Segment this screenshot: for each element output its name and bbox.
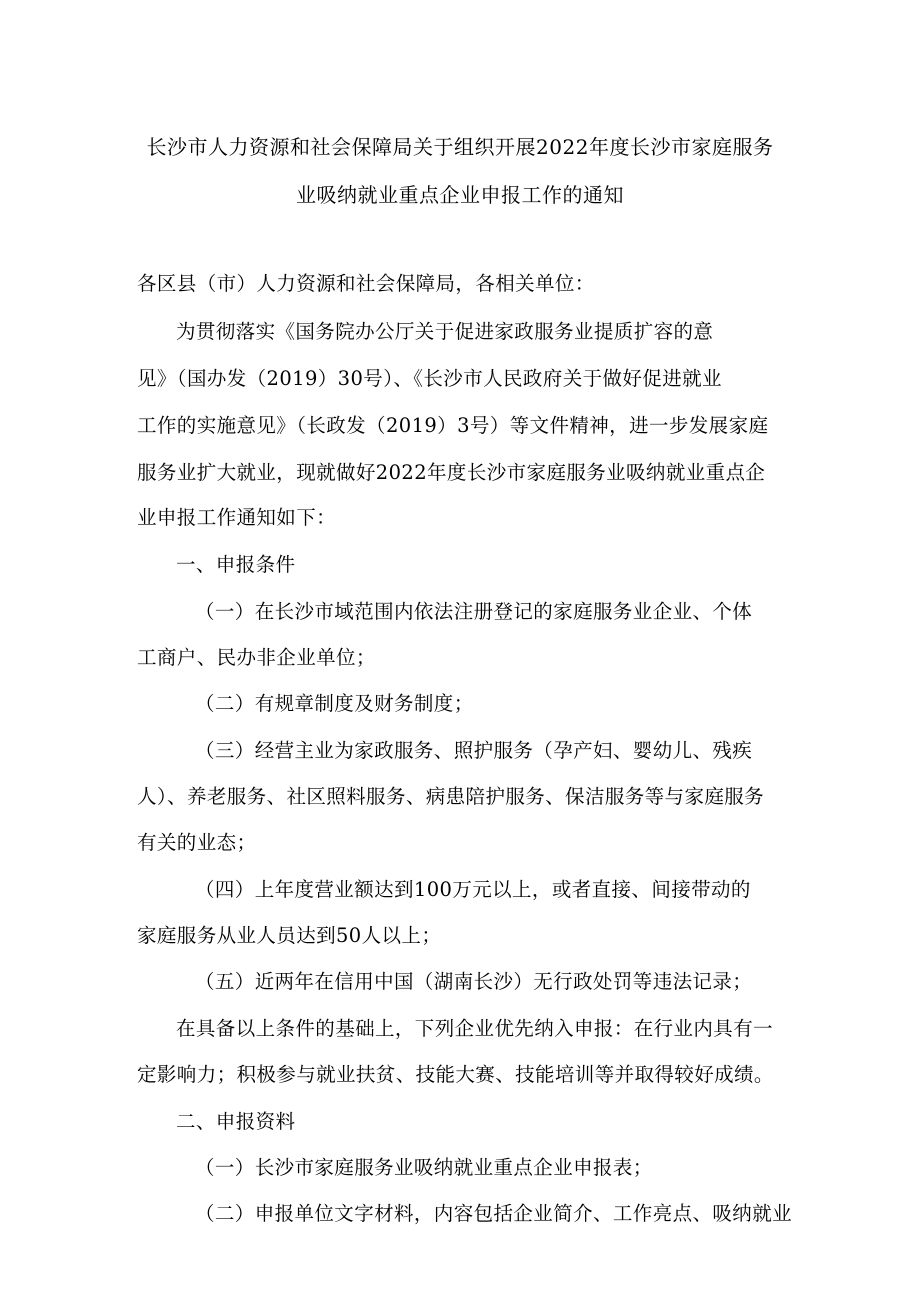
condition-2: （二）有规章制度及财务制度；: [195, 692, 474, 715]
intro-line-4: 服务业扩大就业，现就做好2022年度长沙市家庭服务业吸纳就业重点企: [137, 461, 766, 484]
priority-line-1: 在具备以上条件的基础上，下列企业优先纳入申报：在行业内具有一: [176, 1017, 774, 1040]
material-1: （一）长沙市家庭服务业吸纳就业重点企业申报表；: [195, 1156, 653, 1179]
condition-1-line-1: （一）在长沙市域范围内依法注册登记的家庭服务业企业、个体: [195, 600, 753, 623]
condition-3-line-3: 有关的业态；: [137, 831, 257, 854]
condition-4-line-2: 家庭服务从业人员达到50人以上；: [137, 924, 442, 947]
intro-line-2: 见》（国办发（2019）30号）、《长沙市人民政府关于做好促进就业: [137, 367, 722, 390]
section-2-heading: 二、申报资料: [176, 1110, 296, 1133]
intro-line-3: 工作的实施意见》（长政发（2019）3号）等文件精神，进一步发展家庭: [137, 414, 769, 437]
priority-line-2: 定影响力；积极参与就业扶贫、技能大赛、技能培训等并取得较好成绩。: [137, 1063, 774, 1086]
condition-1-line-2: 工商户、民办非企业单位；: [137, 646, 376, 669]
document-title-line-1: 长沙市人力资源和社会保障局关于组织开展2022年度长沙市家庭服务: [146, 135, 774, 159]
condition-3-line-1: （三）经营主业为家政服务、照护服务（孕产妇、婴幼儿、残疾: [195, 739, 753, 762]
intro-line-1: 为贯彻落实《国务院办公厅关于促进家政服务业提质扩容的意: [176, 320, 714, 343]
material-2: （二）申报单位文字材料，内容包括企业简介、工作亮点、吸纳就业: [195, 1202, 793, 1225]
document-title-line-2: 业吸纳就业重点企业申报工作的通知: [296, 183, 624, 207]
addressee: 各区县（市）人力资源和社会保障局，各相关单位：: [137, 272, 595, 295]
section-1-heading: 一、申报条件: [176, 553, 296, 576]
intro-line-5: 业申报工作通知如下：: [137, 506, 337, 529]
condition-4-line-1: （四）上年度营业额达到100万元以上，或者直接、间接带动的: [195, 878, 751, 901]
condition-3-line-2: 人）、养老服务、社区照料服务、病患陪护服务、保洁服务等与家庭服务: [137, 785, 765, 808]
condition-5: （五）近两年在信用中国（湖南长沙）无行政处罚等违法记录；: [195, 970, 753, 993]
